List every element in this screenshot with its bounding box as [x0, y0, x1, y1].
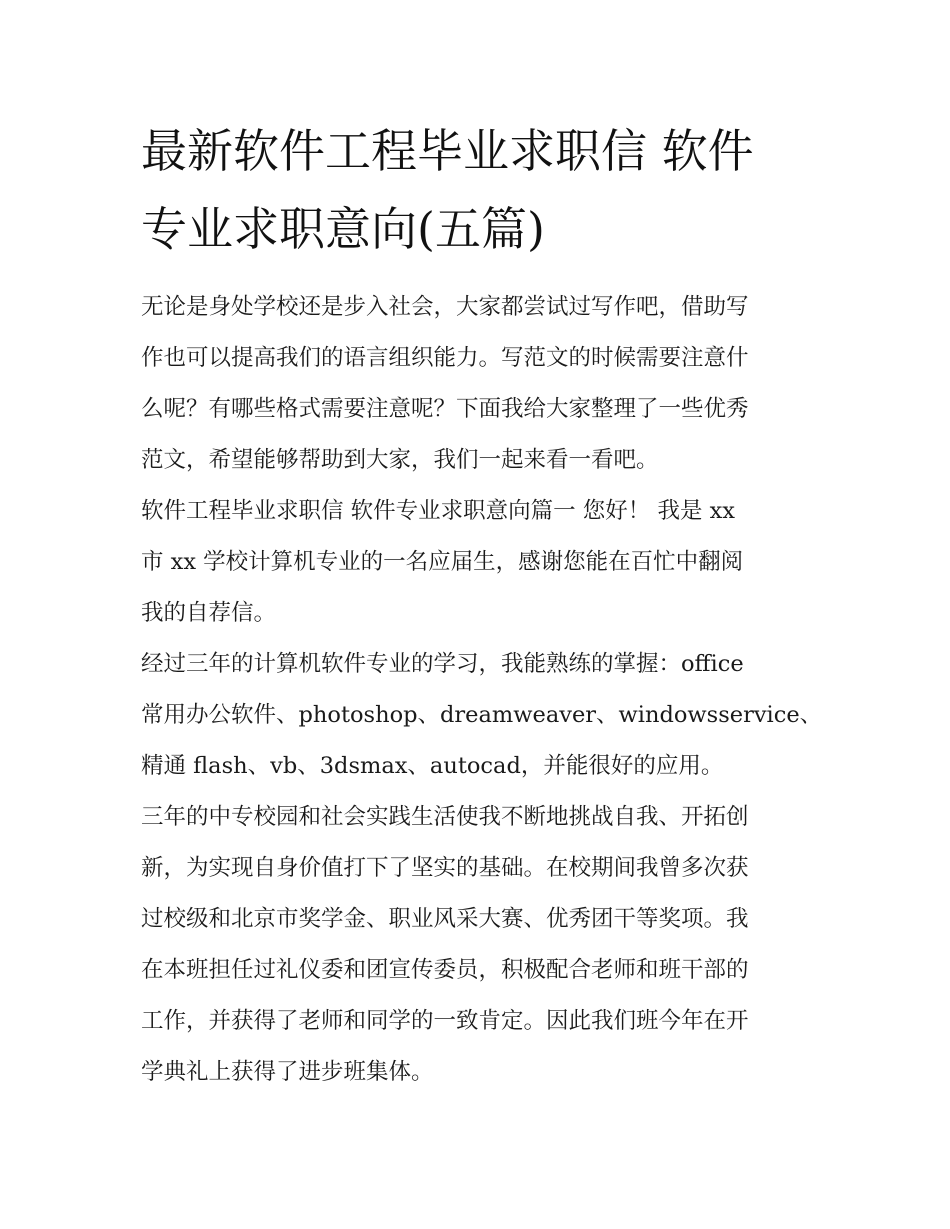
paragraph-intro: [141, 282, 821, 486]
document-body: [141, 282, 821, 1098]
text-line: 三年的中专校园和社会实践生活使我不断地挑战自我、开拓创: [141, 804, 749, 830]
text-line: 经过三年的计算机软件专业的学习，我能熟练的掌握：office: [141, 651, 744, 677]
text-line: 在本班担任过礼仪委和团宣传委员，积极配合老师和班干部的: [141, 957, 749, 983]
text-line: 市 xx 学校计算机专业的一名应届生，感谢您能在百忙中翻阅: [141, 549, 744, 575]
text-line: 我的自荐信。: [141, 600, 277, 626]
text-line: 无论是身处学校还是步入社会，大家都尝试过写作吧，借助写: [141, 294, 749, 320]
text-line: 工作，并获得了老师和同学的一致肯定。因此我们班今年在开: [141, 1008, 749, 1034]
title-line: 专业求职意向(五篇): [141, 202, 545, 256]
text-line: 么呢？有哪些格式需要注意呢？下面我给大家整理了一些优秀: [141, 396, 749, 422]
text-line: 新，为实现自身价值打下了坚实的基础。在校期间我曾多次获: [141, 855, 749, 881]
text-line: 作也可以提高我们的语言组织能力。写范文的时候需要注意什: [141, 345, 749, 371]
paragraph-skills: [141, 639, 821, 792]
text-line: 常用办公软件、photoshop、dreamweaver、windowsservice、: [141, 702, 823, 728]
paragraph-experience: [141, 792, 821, 1098]
text-line: 过校级和北京市奖学金、职业风采大赛、优秀团干等奖项。我: [141, 906, 749, 932]
document-title: [141, 112, 821, 268]
paragraph-greeting: [141, 486, 821, 639]
text-line: 学典礼上获得了进步班集体。: [141, 1059, 434, 1085]
text-line: 软件工程毕业求职信 软件专业求职意向篇一 您好！ 我是 xx: [141, 498, 735, 524]
text-line: 精通 flash、vb、3dsmax、autocad，并能很好的应用。: [141, 753, 724, 779]
title-line: 最新软件工程毕业求职信 软件: [141, 124, 754, 178]
text-line: 范文，希望能够帮助到大家，我们一起来看一看吧。: [141, 447, 659, 473]
